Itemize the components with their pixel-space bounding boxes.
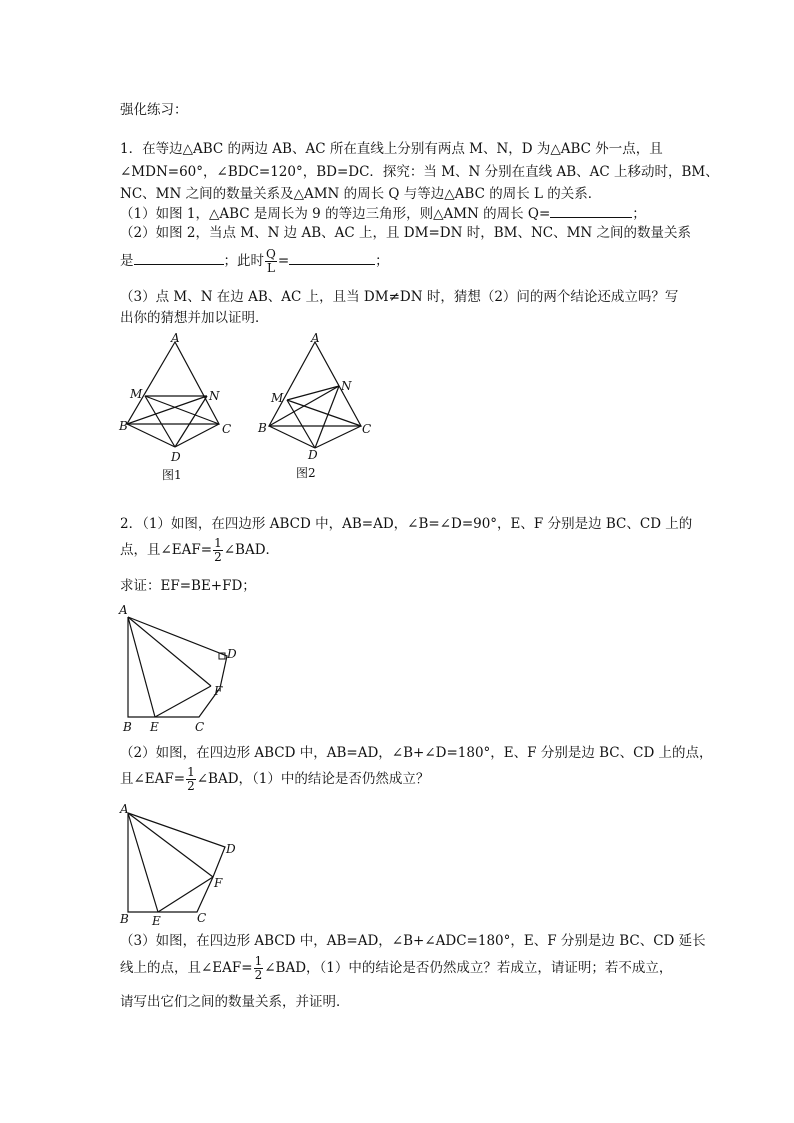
fig1-label-d: D [171,450,181,464]
q1-part-2-line-1: （2）如图 2，当点 M、N 边 AB、AC 上，且 DM=DN 时，BM、NC、MN 之间的数量关系 [120,225,692,241]
section-heading: 强化练习： [120,102,188,118]
q1-fraction-q-over-l [265,248,277,275]
q2-part-1-numerator: 1 [214,536,222,550]
q2-part-2-text-b: ∠BAD，（1）中的结论是否仍然成立？ [196,771,430,787]
fig-b-label-a: A [120,802,129,816]
q2-part-3-line-3: 请写出它们之间的数量关系，并证明． [120,994,350,1010]
q1-answer-blank-1[interactable] [550,203,632,218]
figure-2 [250,330,380,485]
figure-q2-part-1 [115,600,245,735]
q2-part-3-numerator: 1 [254,954,263,968]
q2-part-3-line-2 [120,953,672,983]
q1-line-3: NC、MN 之间的数量关系及△AMN 的周长 Q 与等边△ABC 的周长 L 的关系． [120,186,602,202]
q2-part-1-line-1: 2．（1）如图，在四边形 ABCD 中，AB=AD，∠B=∠D=90°，E、F 分别是边 BC、CD 上的 [120,516,693,532]
q2-part-2-fraction [186,766,196,793]
q2-part-2-numerator: 1 [187,765,195,779]
fig-b-label-f: F [214,876,223,890]
figure-1 [110,330,240,485]
q2-part-1-text-a: 点，且∠EAF= [120,542,213,558]
fig1-segment-mc [145,396,219,424]
q2-part-1-fraction [213,537,223,564]
fig-a-segment-ae [128,617,155,717]
fig1-label-b: B [119,419,128,433]
fig2-label-m: M [271,391,284,405]
q2-prove-statement: 求证：EF=BE+FD； [120,578,256,594]
q1-part-3-line-2: 出你的猜想并加以证明． [120,310,269,326]
figure-q2-part-2 [115,800,245,930]
fig1-label-c: C [222,422,232,436]
fig-b-label-c: C [197,911,207,925]
fig-a-label-a: A [119,603,128,617]
fig-a-label-b: B [123,720,132,734]
fig-b-label-e: E [152,914,161,928]
q1-answer-blank-3[interactable] [289,250,375,265]
q2-part-3-line-1: （3）如图，在四边形 ABCD 中，AB=AD，∠B+∠ADC=180°，E、F 分别是边 BC、CD 延长 [120,933,706,949]
q2-part-3-denominator: 2 [254,968,263,982]
q1-part-2-eq: = [277,253,290,269]
fig-a-label-f: F [214,684,223,698]
fig1-label-m: M [130,387,143,401]
fig1-segment-nd [175,396,207,447]
q2-part-2-line-1: （2）如图，在四边形 ABCD 中，AB=AD，∠B+∠D=180°，E、F 分别是边 BC、CD 上的点， [120,745,713,761]
fig1-caption: 图1 [162,468,182,482]
q1-part-1 [120,203,646,223]
fig-b-segment-af [128,813,213,877]
q2-part-2-denominator: 2 [187,779,195,793]
fig-b-segment-ae [128,813,158,912]
q1-line-1: 1．在等边△ABC 的两边 AB、AC 所在直线上分别有两点 M、N，D 为△ABC 外一点，且 [120,141,663,157]
fig1-label-n: N [209,389,220,403]
q1-part-1-end: ； [632,206,646,222]
q2-part-1-line-2 [120,535,279,565]
fig-b-label-d: D [226,842,236,856]
fig2-segment-mn [287,386,339,400]
fig1-triangle-abc [127,342,219,424]
q2-part-1-text-b: ∠BAD． [223,542,280,558]
fig2-segment-mc [287,400,361,426]
fig-a-quadrilateral [128,617,227,717]
q1-fraction-numerator: Q [266,247,276,261]
fig-a-label-c: C [195,720,205,734]
q1-part-3-line-1: （3）点 M、N 在边 AB、AC 上，且当 DM≠DN 时，猜想（2）问的两个结论还成立吗？写 [120,289,679,305]
q1-part-1-text: （1）如图 1，△ABC 是周长为 9 的等边三角形，则△AMN 的周长 Q= [120,206,551,222]
q2-part-2-text-a: 且∠EAF= [120,771,186,787]
q2-part-3-text-a: 线上的点，且∠EAF= [120,960,253,976]
fig-a-label-e: E [150,720,159,734]
fig-b-label-b: B [120,912,129,926]
fig2-label-n: N [341,379,352,393]
q2-part-2-line-2 [120,764,429,794]
fig2-caption: 图2 [296,466,316,480]
q2-part-3-fraction [254,955,264,982]
q1-answer-blank-2[interactable] [134,250,224,265]
q1-part-2-then: ；此时 [223,253,264,269]
q2-part-1-denominator: 2 [214,550,222,564]
q1-fraction-denominator: L [266,261,275,275]
q1-line-2: ∠MDN=60°，∠BDC=120°，BD=DC．探究：当 M、N 分别在直线 AB、AC 上移动时，BM、 [120,164,719,180]
fig1-label-a: A [171,331,180,345]
fig2-label-a: A [311,331,320,345]
q2-part-3-text-b: ∠BAD，（1）中的结论是否仍然成立？若成立，请证明；若不成立， [264,960,673,976]
fig2-label-c: C [362,422,372,436]
q1-part-2-is: 是 [120,253,134,269]
fig2-label-d: D [308,448,318,462]
q1-part-2-line-2 [120,246,389,276]
q1-part-2-end: ； [375,253,389,269]
fig-a-label-d: D [227,647,237,661]
fig-a-segment-af [128,617,211,686]
fig2-label-b: B [258,421,267,435]
